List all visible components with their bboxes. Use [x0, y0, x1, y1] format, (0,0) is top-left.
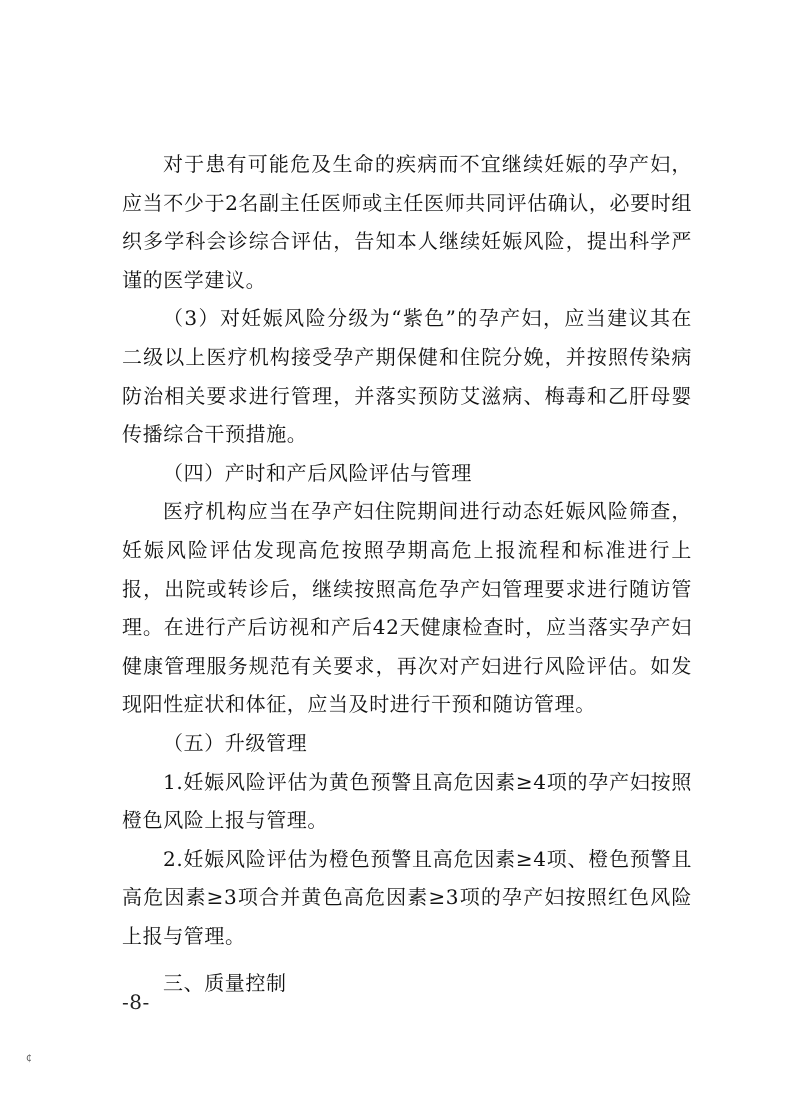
page-number: -8- [122, 990, 150, 1014]
paragraph-upgrade-rule-2: 2.妊娠风险评估为橙色预警且高危因素≥4项、橙色预警且高危因素≥3项合并黄色高危因素≥3项的孕产妇按照红色风险上报与管理。 [122, 846, 692, 948]
heading-quality-control: 三、质量控制 [163, 971, 287, 996]
document-body [122, 145, 692, 1003]
paragraph-dynamic-screening: 医疗机构应当在孕产妇住院期间进行动态妊娠风险筛查，妊娠风险评估发现高危按照孕期高危上报流程和标准进行上报，出院或转诊后，继续按照高危孕产妇管理要求进行随访管理。在进行产后访视和产后42天健康检查时，应当落实孕产妇健康管理服务规范有关要求，再次对产妇进行风险评估。如发现阳性症状和体征，应当及时进行干预和随访管理。 [122, 499, 692, 717]
heading-intrapartum-postpartum: （四）产时和产后风险评估与管理 [163, 460, 472, 485]
heading-upgrade-management: （五）升级管理 [163, 730, 308, 755]
paragraph-purple-risk-assessment: 对于患有可能危及生命的疾病而不宜继续妊娠的孕产妇，应当不少于2名副主任医师或主任医师共同评估确认，必要时组织多学科会诊综合评估，告知本人继续妊娠风险，提出科学严谨的医学建议。 [122, 152, 692, 292]
scan-corner-mark: ₵ [26, 1054, 32, 1064]
paragraph-purple-risk-management: （3）对妊娠风险分级为“紫色”的孕产妇，应当建议其在二级以上医疗机构接受孕产期保健和住院分娩，并按照传染病防治相关要求进行管理，并落实预防艾滋病、梅毒和乙肝母婴传播综合干预措施。 [122, 306, 692, 447]
paragraph-upgrade-rule-1: 1.妊娠风险评估为黄色预警且高危因素≥4项的孕产妇按照橙色风险上报与管理。 [122, 769, 692, 833]
